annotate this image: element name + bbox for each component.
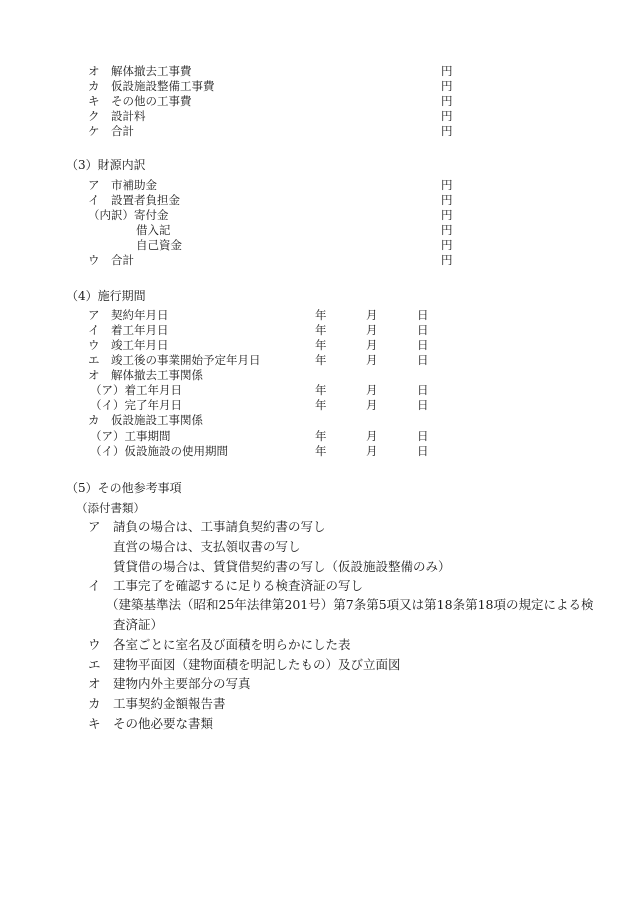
funding-item-label: 借入記 xyxy=(136,223,171,237)
cost-item-label: キ その他の工事費 xyxy=(88,94,192,108)
period-item-label: オ 解体撤去工事関係 xyxy=(88,368,203,382)
cost-item-unit: 円 xyxy=(441,124,453,138)
reference-line: 賃貸借の場合は、賃貸借契約書の写し（仮設施設整備のみ） xyxy=(113,559,451,574)
funding-item-label: ア 市補助金 xyxy=(88,178,157,192)
period-item-label: エ 竣工後の事業開始予定年月日 xyxy=(88,353,261,367)
period-day-unit: 日 xyxy=(417,383,429,397)
period-month-unit: 月 xyxy=(366,323,378,337)
funding-item-unit: 円 xyxy=(441,238,453,252)
period-item-label: （ア）着工年月日 xyxy=(90,383,182,397)
period-month-unit: 月 xyxy=(366,383,378,397)
period-item-label: （イ）完了年月日 xyxy=(90,398,182,412)
period-day-unit: 日 xyxy=(417,338,429,352)
period-month-unit: 月 xyxy=(366,338,378,352)
cost-item-unit: 円 xyxy=(441,94,453,108)
funding-item-label: 自己資金 xyxy=(136,238,182,252)
period-year-unit: 年 xyxy=(315,323,327,337)
reference-line: 査済証） xyxy=(113,617,164,632)
reference-line: エ 建物平面図（建物面積を明記したもの）及び立面図 xyxy=(88,657,401,672)
cost-item-unit: 円 xyxy=(441,64,453,78)
period-month-unit: 月 xyxy=(366,398,378,412)
period-month-unit: 月 xyxy=(366,308,378,322)
period-day-unit: 日 xyxy=(417,308,429,322)
period-day-unit: 日 xyxy=(417,429,429,443)
cost-item-unit: 円 xyxy=(441,79,453,93)
funding-item-label: （内訳）寄付金 xyxy=(88,208,169,222)
period-year-unit: 年 xyxy=(315,429,327,443)
funding-item-unit: 円 xyxy=(441,193,453,207)
period-month-unit: 月 xyxy=(366,429,378,443)
funding-item-label: イ 設置者負担金 xyxy=(88,193,180,207)
cost-item-unit: 円 xyxy=(441,109,453,123)
section-heading-period: （4）施行期間 xyxy=(66,289,146,303)
period-year-unit: 年 xyxy=(315,398,327,412)
period-year-unit: 年 xyxy=(315,444,327,458)
reference-line: ウ 各室ごとに室名及び面積を明らかにした表 xyxy=(88,637,351,652)
funding-item-label: ウ 合計 xyxy=(88,253,134,267)
period-day-unit: 日 xyxy=(417,353,429,367)
cost-item-label: カ 仮設施設整備工事費 xyxy=(88,79,215,93)
reference-line: （建築基準法（昭和25年法律第201号）第7条第5項又は第18条第18項の規定による検 xyxy=(106,597,594,612)
period-item-label: ア 契約年月日 xyxy=(88,308,169,322)
period-item-label: ウ 竣工年月日 xyxy=(88,338,169,352)
reference-line: イ 工事完了を確認するに足りる検査済証の写し xyxy=(88,578,364,593)
reference-line: カ 工事契約金額報告書 xyxy=(88,696,226,711)
references-subheading: （添付書類） xyxy=(76,501,145,515)
period-month-unit: 月 xyxy=(366,444,378,458)
period-month-unit: 月 xyxy=(366,353,378,367)
period-day-unit: 日 xyxy=(417,444,429,458)
period-year-unit: 年 xyxy=(315,308,327,322)
period-item-label: カ 仮設施設工事関係 xyxy=(88,413,203,427)
period-year-unit: 年 xyxy=(315,383,327,397)
period-year-unit: 年 xyxy=(315,353,327,367)
reference-line: ア 請負の場合は、工事請負契約書の写し xyxy=(88,519,326,534)
period-item-label: （イ）仮設施設の使用期間 xyxy=(90,444,228,458)
reference-line: 直営の場合は、支払領収書の写し xyxy=(113,539,301,554)
reference-line: キ その他必要な書類 xyxy=(88,716,214,731)
cost-item-label: ク 設計料 xyxy=(88,109,146,123)
period-day-unit: 日 xyxy=(417,323,429,337)
period-item-label: イ 着工年月日 xyxy=(88,323,169,337)
reference-line: オ 建物内外主要部分の写真 xyxy=(88,676,251,691)
funding-item-unit: 円 xyxy=(441,208,453,222)
period-item-label: （ア）工事期間 xyxy=(90,429,171,443)
cost-item-label: オ 解体撤去工事費 xyxy=(88,64,192,78)
period-day-unit: 日 xyxy=(417,398,429,412)
section-heading-references: （5）その他参考事項 xyxy=(66,481,182,495)
period-year-unit: 年 xyxy=(315,338,327,352)
cost-item-label: ケ 合計 xyxy=(88,124,134,138)
section-heading-funding: （3）財源内訳 xyxy=(66,158,146,172)
funding-item-unit: 円 xyxy=(441,223,453,237)
funding-item-unit: 円 xyxy=(441,253,453,267)
funding-item-unit: 円 xyxy=(441,178,453,192)
